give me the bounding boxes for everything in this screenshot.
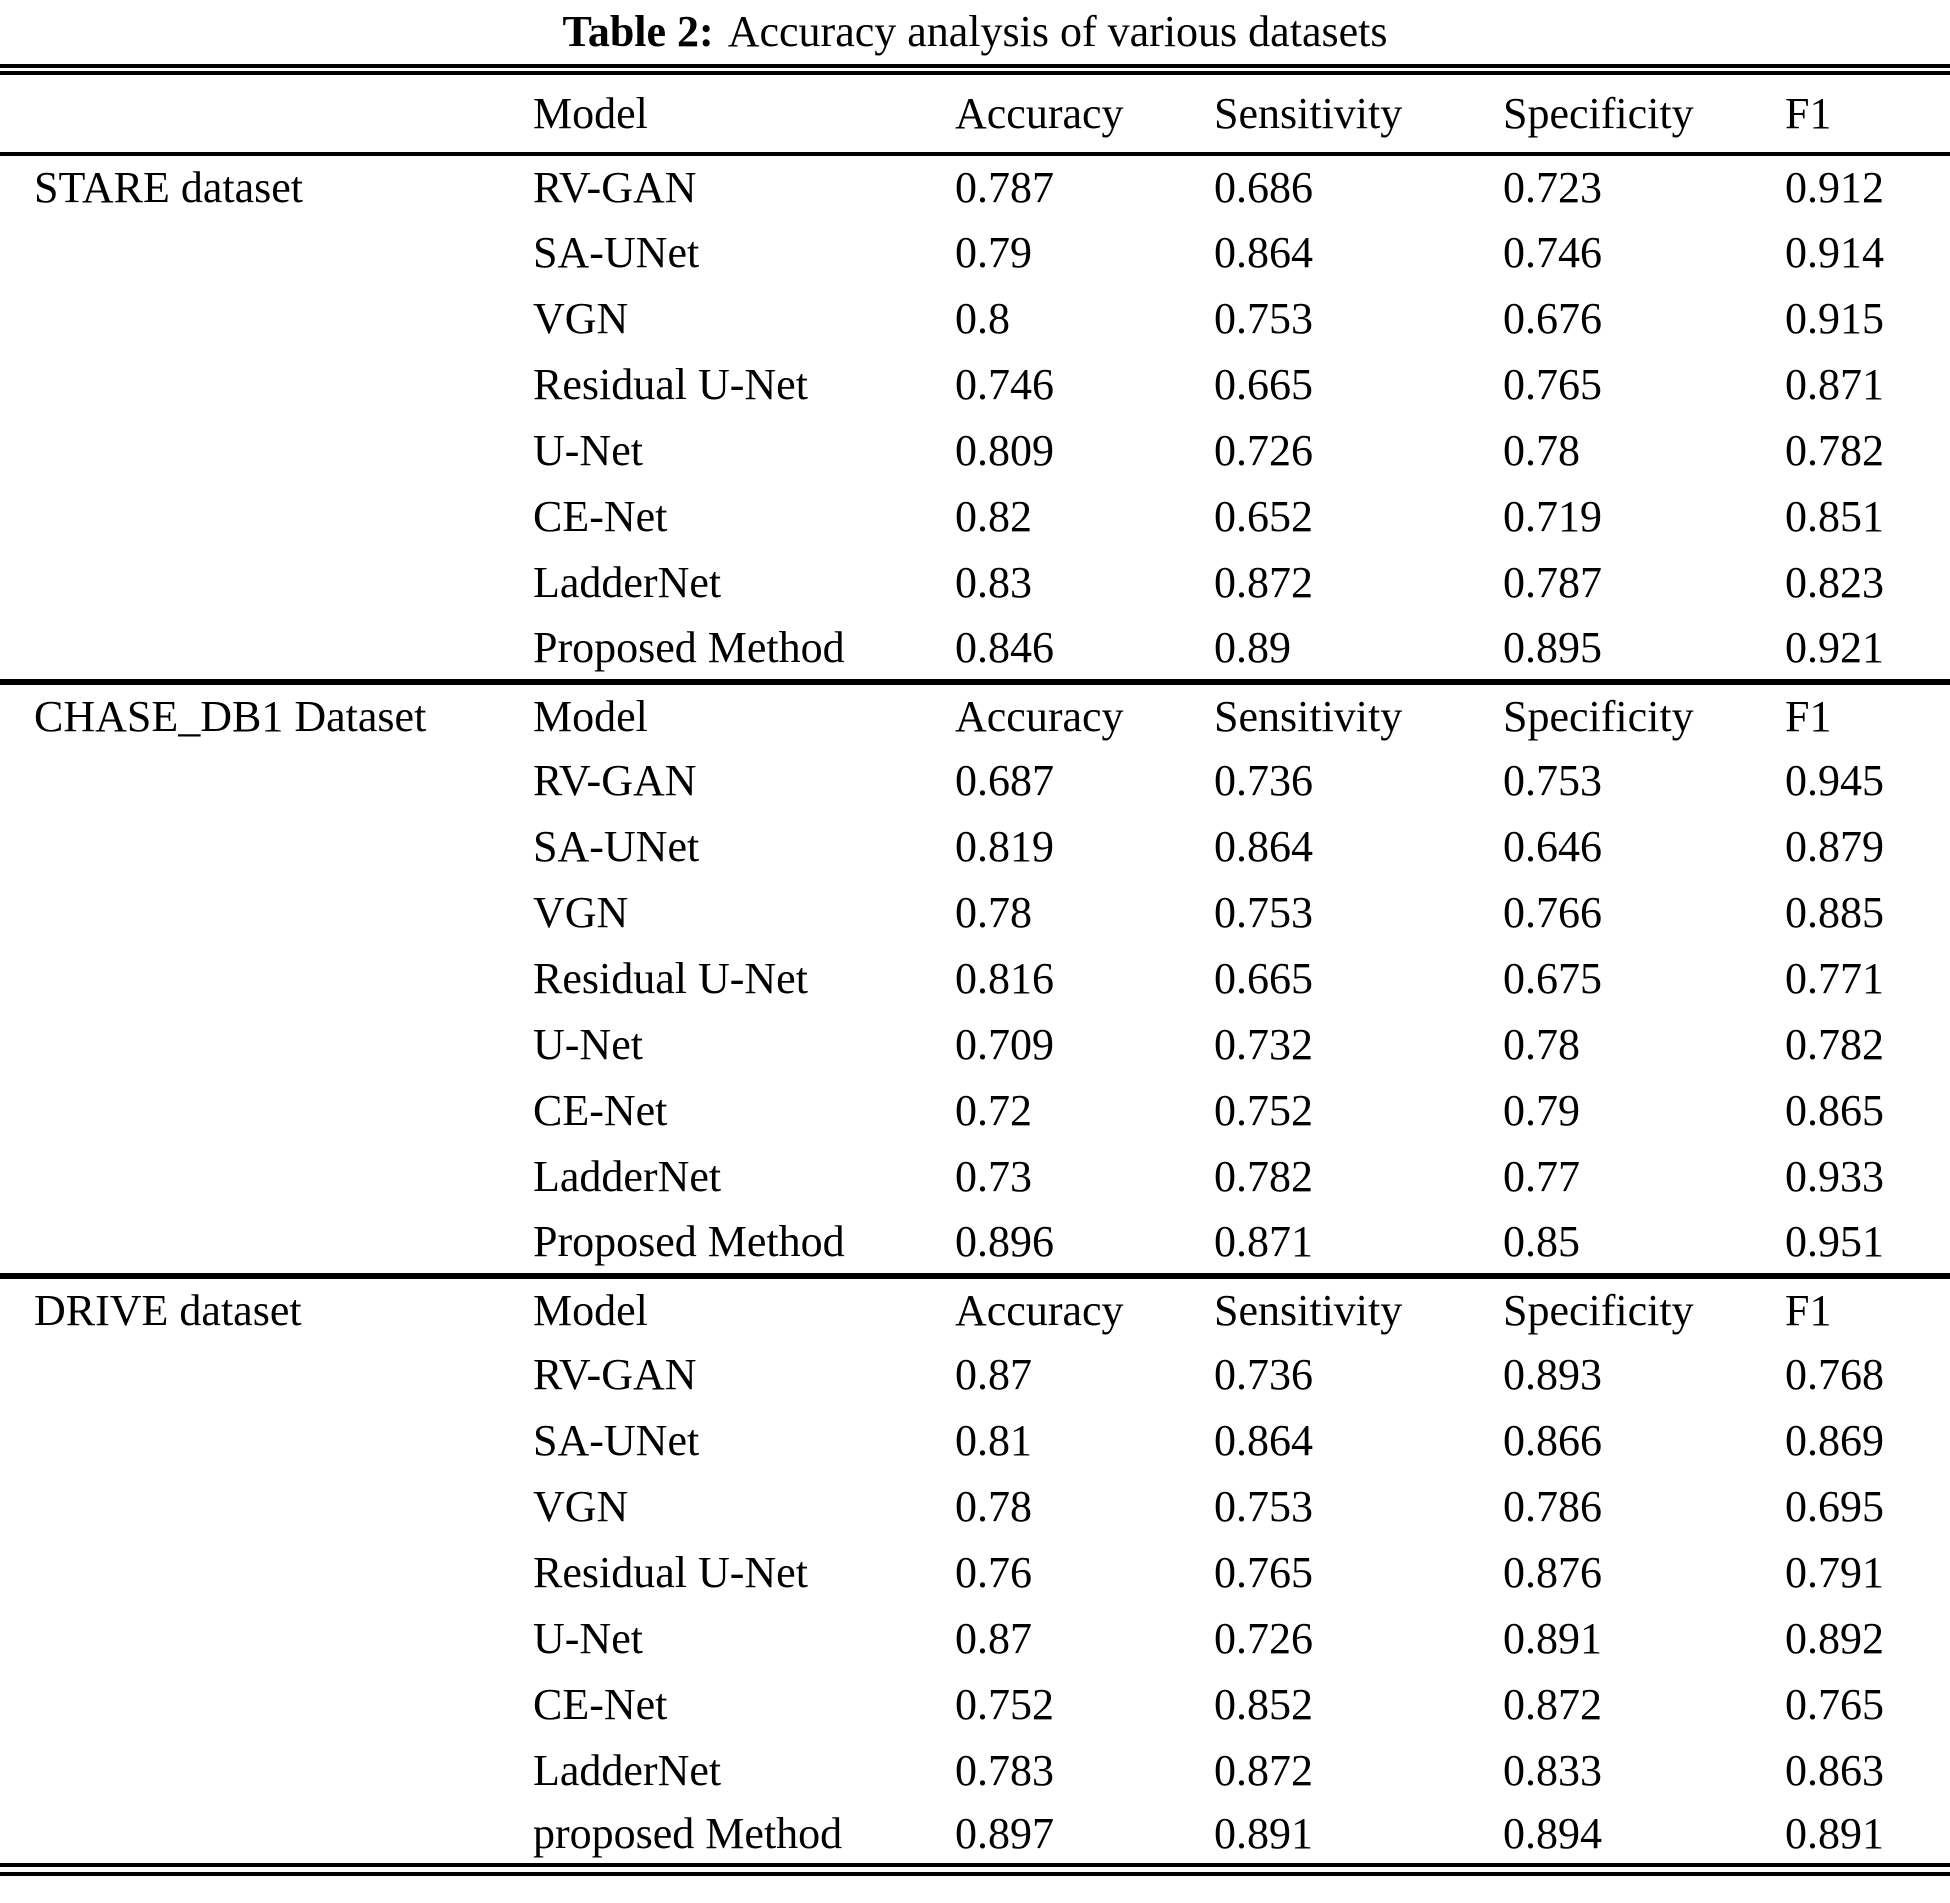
model-cell: U-Net	[533, 1614, 643, 1663]
data-row	[0, 418, 1950, 484]
model-cell: SA-UNet	[533, 822, 700, 871]
metric-cell-f1: 0.891	[1785, 1808, 1884, 1858]
metric-cell-accuracy: 0.87	[955, 1350, 1032, 1399]
metric-cell-sensitivity: 0.732	[1214, 1020, 1313, 1069]
section-chase-db1	[0, 682, 1950, 1276]
dataset-column-spacer	[0, 814, 533, 880]
metric-cell-accuracy: 0.87	[955, 1614, 1032, 1663]
metric-cell-f1: 0.782	[1785, 1020, 1884, 1069]
data-row	[0, 1540, 1950, 1606]
metric-cell-accuracy: 0.83	[955, 558, 1032, 607]
metric-cell-specificity: 0.786	[1503, 1482, 1602, 1531]
column-header-specificity: Specificity	[1503, 1285, 1694, 1335]
dataset-column-spacer	[0, 748, 533, 814]
model-cell: SA-UNet	[533, 1416, 700, 1465]
metric-cell-sensitivity: 0.782	[1214, 1152, 1313, 1201]
metric-cell-specificity: 0.719	[1503, 492, 1602, 541]
model-cell: U-Net	[533, 426, 643, 475]
model-cell: proposed Method	[533, 1808, 843, 1858]
metric-cell-specificity: 0.646	[1503, 822, 1602, 871]
dataset-column-spacer	[0, 880, 533, 946]
dataset-column-spacer	[0, 1540, 533, 1606]
data-row	[0, 550, 1950, 616]
dataset-column-spacer	[0, 220, 533, 286]
column-header-accuracy: Accuracy	[955, 691, 1124, 741]
metric-cell-accuracy: 0.73	[955, 1152, 1032, 1201]
dataset-column-spacer	[0, 1804, 533, 1870]
metric-cell-f1: 0.912	[1785, 163, 1884, 212]
metric-cell-accuracy: 0.746	[955, 360, 1054, 409]
metric-cell-f1: 0.945	[1785, 756, 1884, 805]
data-row	[0, 880, 1950, 946]
dataset-label: STARE dataset	[34, 163, 303, 212]
model-cell: SA-UNet	[533, 228, 700, 277]
column-header-f1: F1	[1785, 691, 1832, 741]
metric-cell-accuracy: 0.81	[955, 1416, 1032, 1465]
data-row	[0, 1342, 1950, 1408]
metric-cell-accuracy: 0.896	[955, 1216, 1054, 1266]
metric-cell-specificity: 0.79	[1503, 1086, 1580, 1135]
model-cell: RV-GAN	[533, 756, 697, 805]
dataset-column-spacer	[0, 1210, 533, 1276]
metric-cell-f1: 0.851	[1785, 492, 1884, 541]
metric-cell-sensitivity: 0.752	[1214, 1086, 1313, 1135]
metric-cell-accuracy: 0.816	[955, 954, 1054, 1003]
metric-cell-f1: 0.892	[1785, 1614, 1884, 1663]
metric-cell-sensitivity: 0.852	[1214, 1680, 1313, 1729]
metric-cell-specificity: 0.675	[1503, 954, 1602, 1003]
metric-cell-specificity: 0.766	[1503, 888, 1602, 937]
dataset-column-spacer	[0, 286, 533, 352]
column-header-accuracy: Accuracy	[955, 88, 1124, 138]
model-cell: CE-Net	[533, 1680, 668, 1729]
data-row	[0, 220, 1950, 286]
metric-cell-specificity: 0.833	[1503, 1746, 1602, 1795]
metric-cell-f1: 0.951	[1785, 1216, 1884, 1266]
table-caption-text: Accuracy analysis of various datasets	[727, 7, 1388, 56]
model-cell: VGN	[533, 1482, 629, 1531]
metric-cell-f1: 0.863	[1785, 1746, 1884, 1795]
metric-cell-sensitivity: 0.726	[1214, 1614, 1313, 1663]
column-header-specificity: Specificity	[1503, 691, 1694, 741]
metric-cell-accuracy: 0.82	[955, 492, 1032, 541]
dataset-column-spacer	[0, 1474, 533, 1540]
section-header-row	[0, 682, 1950, 748]
metric-cell-f1: 0.921	[1785, 622, 1884, 672]
metric-cell-f1: 0.865	[1785, 1086, 1884, 1135]
metric-cell-specificity: 0.753	[1503, 756, 1602, 805]
metric-cell-sensitivity: 0.872	[1214, 1746, 1313, 1795]
column-header-specificity: Specificity	[1503, 88, 1694, 138]
model-cell: CE-Net	[533, 1086, 668, 1135]
metric-cell-specificity: 0.893	[1503, 1350, 1602, 1399]
metric-cell-accuracy: 0.8	[955, 294, 1010, 343]
model-cell: RV-GAN	[533, 163, 697, 212]
metric-cell-f1: 0.782	[1785, 426, 1884, 475]
metric-cell-sensitivity: 0.665	[1214, 360, 1313, 409]
metric-cell-specificity: 0.765	[1503, 360, 1602, 409]
data-row	[0, 1606, 1950, 1672]
metric-cell-sensitivity: 0.871	[1214, 1216, 1313, 1266]
metric-cell-sensitivity: 0.652	[1214, 492, 1313, 541]
metric-cell-sensitivity: 0.864	[1214, 822, 1313, 871]
dataset-column-spacer	[0, 1672, 533, 1738]
model-cell: U-Net	[533, 1020, 643, 1069]
dataset-column-spacer	[0, 1606, 533, 1672]
data-row	[0, 616, 1950, 682]
metric-cell-sensitivity: 0.665	[1214, 954, 1313, 1003]
section-header-row	[0, 1276, 1950, 1342]
model-cell: LadderNet	[533, 1746, 722, 1795]
metric-cell-specificity: 0.746	[1503, 228, 1602, 277]
data-row	[0, 1738, 1950, 1804]
global-header-row	[0, 70, 1950, 154]
section-stare	[0, 154, 1950, 682]
column-header-accuracy: Accuracy	[955, 1285, 1124, 1335]
metric-cell-accuracy: 0.787	[955, 163, 1054, 212]
metric-cell-sensitivity: 0.736	[1214, 756, 1313, 805]
model-cell: Proposed Method	[533, 1216, 845, 1266]
model-cell: Residual U-Net	[533, 1548, 808, 1597]
model-cell: Proposed Method	[533, 622, 845, 672]
metric-cell-accuracy: 0.76	[955, 1548, 1032, 1597]
metric-cell-accuracy: 0.687	[955, 756, 1054, 805]
section-drive	[0, 1276, 1950, 1870]
metric-cell-accuracy: 0.897	[955, 1808, 1054, 1858]
metric-cell-f1: 0.879	[1785, 822, 1884, 871]
model-cell: CE-Net	[533, 492, 668, 541]
dataset-column-spacer	[0, 1738, 533, 1804]
column-header-sensitivity: Sensitivity	[1214, 1285, 1403, 1335]
metric-cell-accuracy: 0.846	[955, 622, 1054, 672]
metric-cell-accuracy: 0.752	[955, 1680, 1054, 1729]
metric-cell-sensitivity: 0.726	[1214, 426, 1313, 475]
data-row	[0, 1210, 1950, 1276]
dataset-column-spacer	[0, 1408, 533, 1474]
metric-cell-sensitivity: 0.753	[1214, 888, 1313, 937]
model-cell: LadderNet	[533, 558, 722, 607]
data-row	[0, 484, 1950, 550]
model-cell: VGN	[533, 294, 629, 343]
model-cell: LadderNet	[533, 1152, 722, 1201]
metric-cell-accuracy: 0.709	[955, 1020, 1054, 1069]
table-caption	[0, 0, 1950, 64]
metric-cell-f1: 0.871	[1785, 360, 1884, 409]
metric-cell-f1: 0.695	[1785, 1482, 1884, 1531]
metric-cell-f1: 0.765	[1785, 1680, 1884, 1729]
metric-cell-specificity: 0.894	[1503, 1808, 1602, 1858]
dataset-label: CHASE_DB1 Dataset	[34, 691, 427, 741]
metric-cell-f1: 0.914	[1785, 228, 1884, 277]
metric-cell-accuracy: 0.79	[955, 228, 1032, 277]
metric-cell-f1: 0.869	[1785, 1416, 1884, 1465]
model-cell: Residual U-Net	[533, 360, 808, 409]
data-row	[0, 1672, 1950, 1738]
metric-cell-sensitivity: 0.891	[1214, 1808, 1313, 1858]
metric-cell-sensitivity: 0.753	[1214, 1482, 1313, 1531]
dataset-column-spacer	[0, 1342, 533, 1408]
metric-cell-f1: 0.771	[1785, 954, 1884, 1003]
metric-cell-f1: 0.933	[1785, 1152, 1884, 1201]
data-row	[0, 814, 1950, 880]
data-row	[0, 154, 1950, 220]
metric-cell-specificity: 0.77	[1503, 1152, 1580, 1201]
metric-cell-sensitivity: 0.864	[1214, 1416, 1313, 1465]
column-header-f1: F1	[1785, 88, 1832, 138]
data-row	[0, 1078, 1950, 1144]
column-header-model: Model	[533, 691, 648, 741]
metric-cell-accuracy: 0.72	[955, 1086, 1032, 1135]
metric-cell-sensitivity: 0.89	[1214, 622, 1291, 672]
data-row	[0, 1804, 1950, 1870]
metric-cell-f1: 0.823	[1785, 558, 1884, 607]
model-cell: VGN	[533, 888, 629, 937]
metric-cell-specificity: 0.723	[1503, 163, 1602, 212]
dataset-column-spacer	[0, 484, 533, 550]
accuracy-analysis-table	[0, 64, 1950, 1876]
model-cell: RV-GAN	[533, 1350, 697, 1399]
dataset-column-spacer	[0, 1078, 533, 1144]
data-row	[0, 352, 1950, 418]
column-header-sensitivity: Sensitivity	[1214, 691, 1403, 741]
metric-cell-f1: 0.791	[1785, 1548, 1884, 1597]
dataset-label: DRIVE dataset	[34, 1285, 302, 1335]
table-caption-label: Table 2:	[562, 7, 714, 56]
metric-cell-specificity: 0.895	[1503, 622, 1602, 672]
dataset-column-spacer	[0, 352, 533, 418]
metric-cell-specificity: 0.866	[1503, 1416, 1602, 1465]
metric-cell-sensitivity: 0.765	[1214, 1548, 1313, 1597]
dataset-column-spacer	[0, 70, 533, 154]
metric-cell-f1: 0.915	[1785, 294, 1884, 343]
dataset-column-spacer	[0, 1144, 533, 1210]
metric-cell-specificity: 0.676	[1503, 294, 1602, 343]
metric-cell-specificity: 0.85	[1503, 1216, 1580, 1266]
metric-cell-sensitivity: 0.872	[1214, 558, 1313, 607]
metric-cell-accuracy: 0.78	[955, 888, 1032, 937]
dataset-column-spacer	[0, 946, 533, 1012]
data-row	[0, 286, 1950, 352]
metric-cell-sensitivity: 0.753	[1214, 294, 1313, 343]
metric-cell-specificity: 0.787	[1503, 558, 1602, 607]
dataset-column-spacer	[0, 616, 533, 682]
table-head	[0, 70, 1950, 154]
data-row	[0, 946, 1950, 1012]
metric-cell-sensitivity: 0.736	[1214, 1350, 1313, 1399]
data-row	[0, 1012, 1950, 1078]
column-header-f1: F1	[1785, 1285, 1832, 1335]
metric-cell-sensitivity: 0.686	[1214, 163, 1313, 212]
column-header-model: Model	[533, 1285, 648, 1335]
metric-cell-specificity: 0.891	[1503, 1614, 1602, 1663]
metric-cell-specificity: 0.78	[1503, 426, 1580, 475]
metric-cell-accuracy: 0.819	[955, 822, 1054, 871]
data-row	[0, 748, 1950, 814]
column-header-sensitivity: Sensitivity	[1214, 88, 1403, 138]
metric-cell-sensitivity: 0.864	[1214, 228, 1313, 277]
column-header-model: Model	[533, 88, 648, 138]
data-row	[0, 1408, 1950, 1474]
metric-cell-specificity: 0.872	[1503, 1680, 1602, 1729]
data-row	[0, 1474, 1950, 1540]
model-cell: Residual U-Net	[533, 954, 808, 1003]
dataset-column-spacer	[0, 418, 533, 484]
metric-cell-specificity: 0.876	[1503, 1548, 1602, 1597]
metric-cell-accuracy: 0.809	[955, 426, 1054, 475]
metric-cell-specificity: 0.78	[1503, 1020, 1580, 1069]
dataset-column-spacer	[0, 550, 533, 616]
metric-cell-f1: 0.885	[1785, 888, 1884, 937]
metric-cell-f1: 0.768	[1785, 1350, 1884, 1399]
data-row	[0, 1144, 1950, 1210]
metric-cell-accuracy: 0.78	[955, 1482, 1032, 1531]
metric-cell-accuracy: 0.783	[955, 1746, 1054, 1795]
dataset-column-spacer	[0, 1012, 533, 1078]
